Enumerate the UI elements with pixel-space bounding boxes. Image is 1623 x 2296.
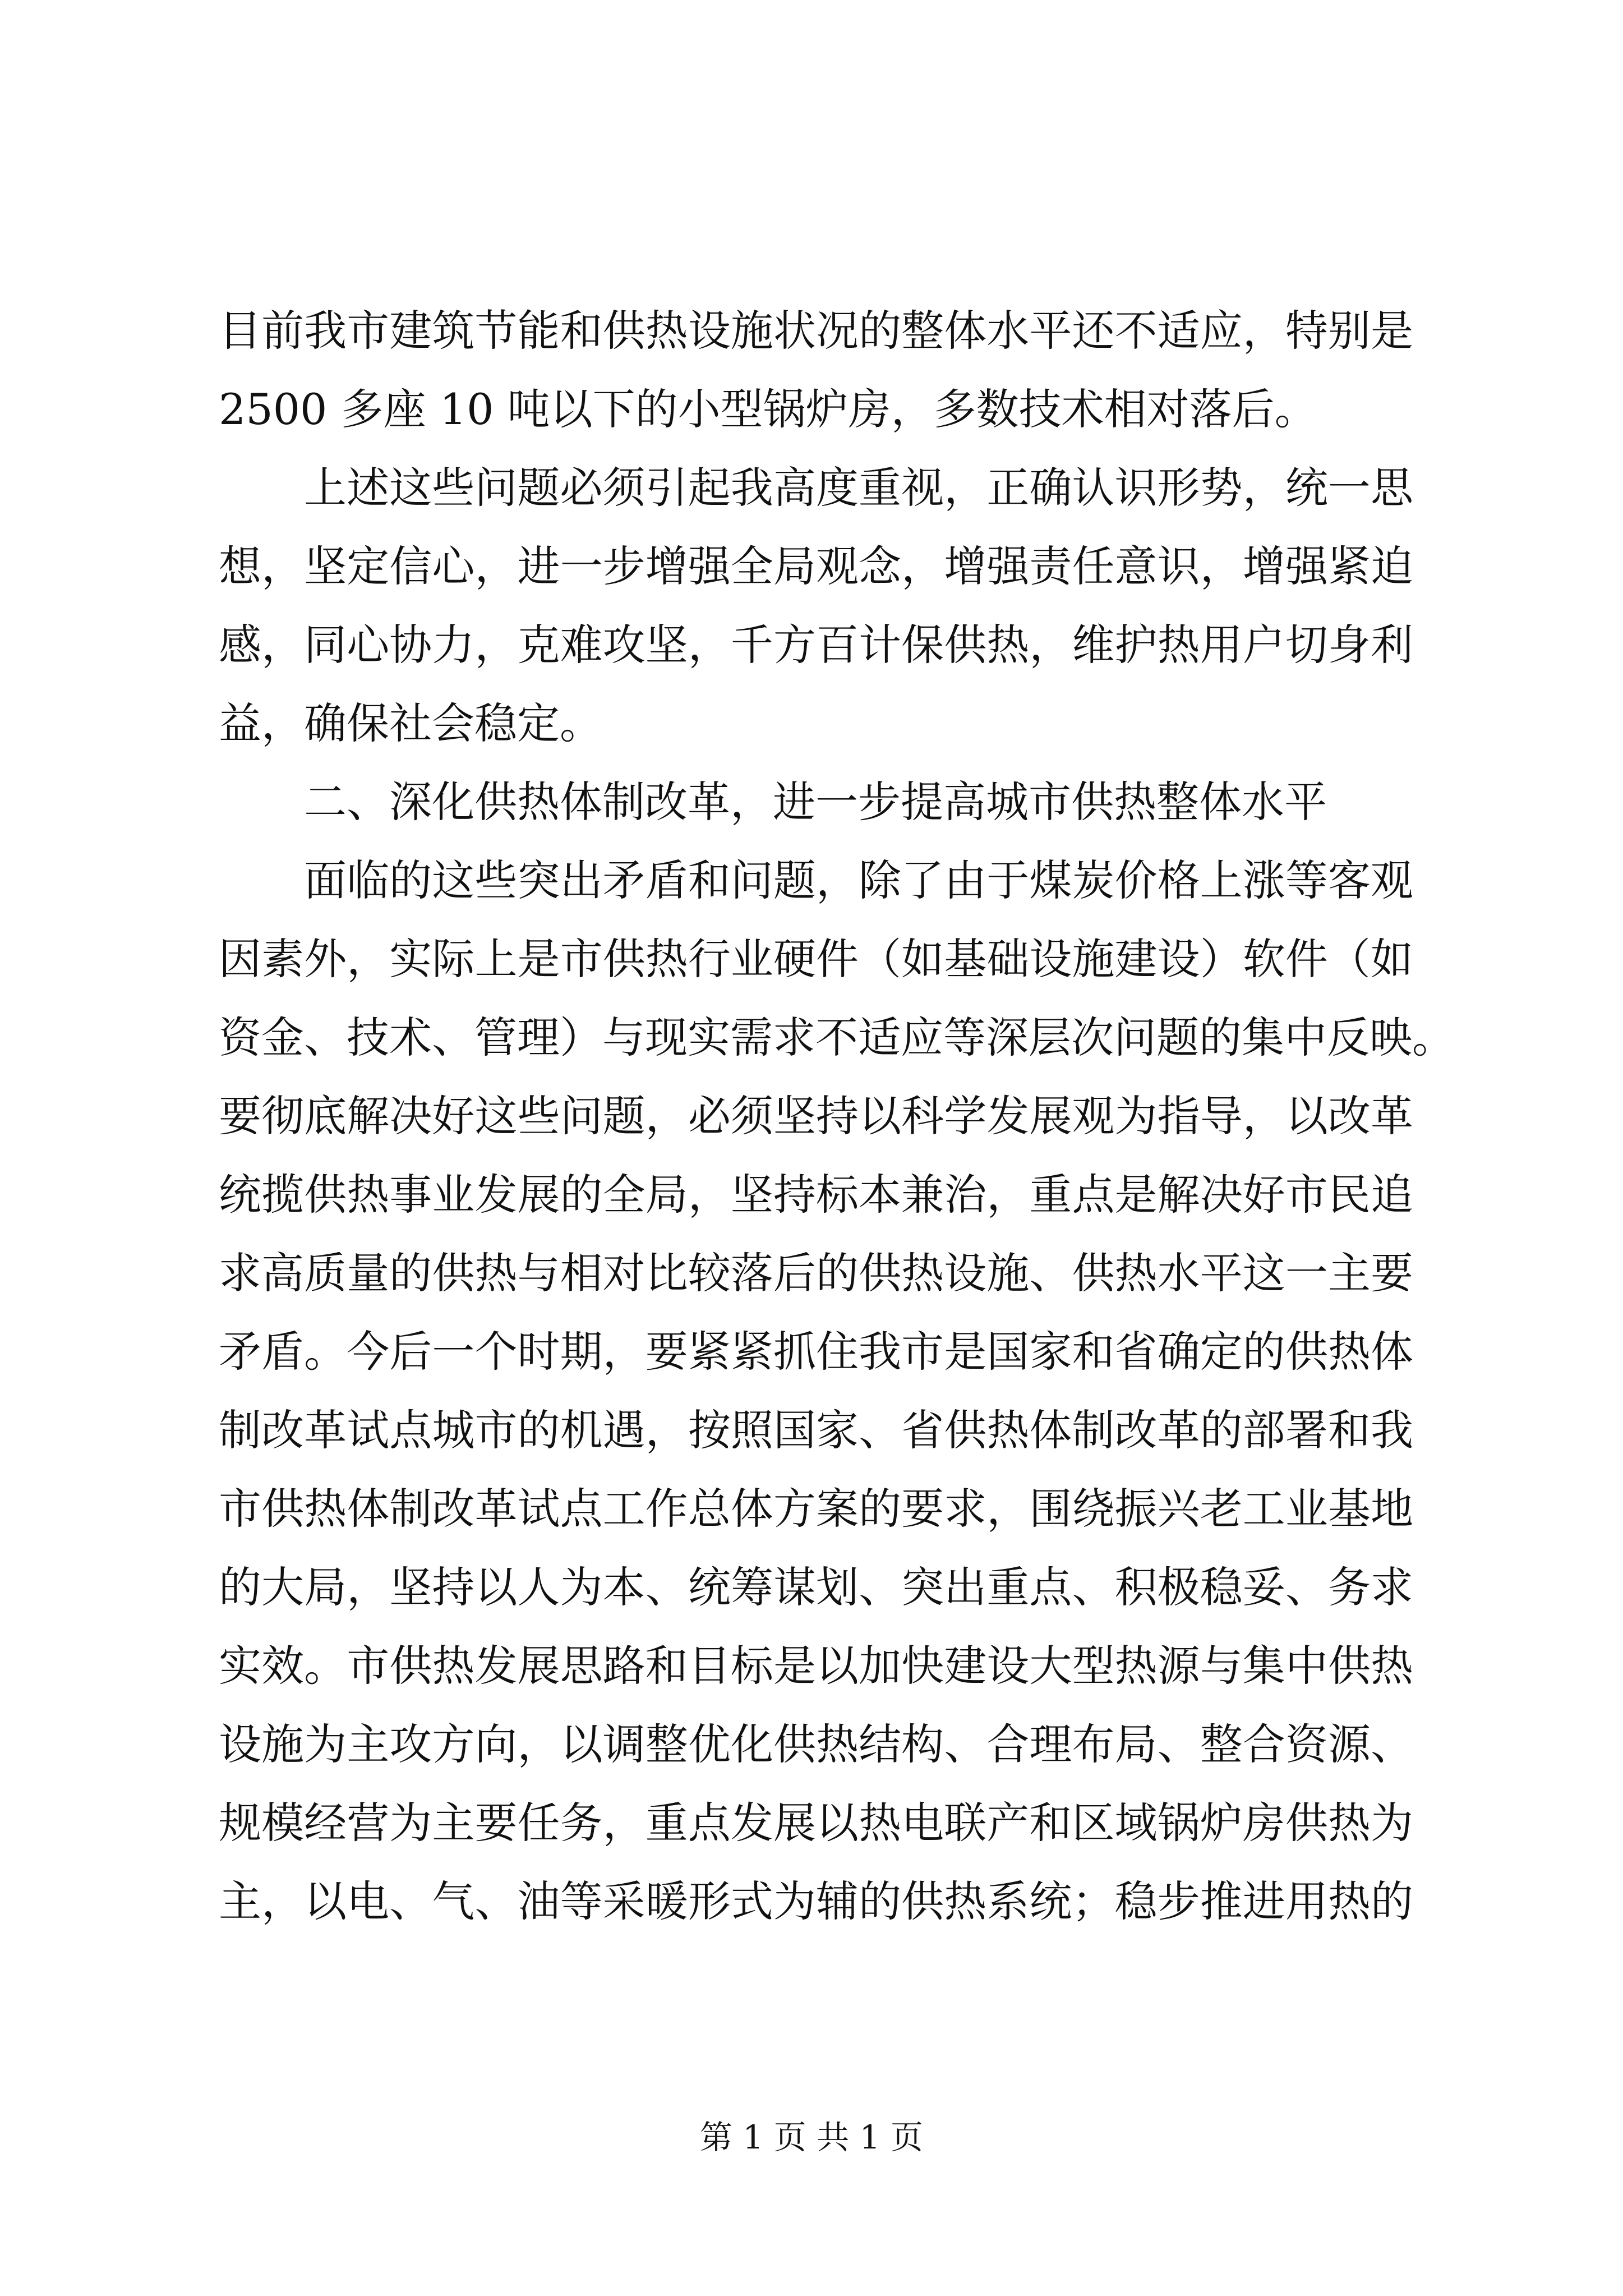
- text-line: 上述这些问题必须引起我高度重视，正确认识形势，统一思: [304, 463, 1413, 513]
- text-line: 目前我市建筑节能和供热设施状况的整体水平还不适应，特别是: [219, 306, 1413, 356]
- text-line: 求高质量的供热与相对比较落后的供热设施、供热水平这一主要: [219, 1248, 1413, 1298]
- text-line: 想，坚定信心，进一步增强全局观念，增强责任意识，增强紧迫: [219, 541, 1413, 591]
- text-line: 资金、技术、管理）与现实需求不适应等深层次问题的集中反映。: [219, 1013, 1455, 1062]
- text-line: 规模经营为主要任务，重点发展以热电联产和区域锅炉房供热为: [219, 1798, 1413, 1848]
- text-line: 的大局，坚持以人为本、统筹谋划、突出重点、积极稳妥、务求: [219, 1562, 1413, 1612]
- text-line: 2500 多座 10 吨以下的小型锅炉房，多数技术相对落后。: [219, 384, 1317, 434]
- text-line: 市供热体制改革试点工作总体方案的要求，围绕振兴老工业基地: [219, 1484, 1413, 1534]
- text-line: 面临的这些突出矛盾和问题，除了由于煤炭价格上涨等客观: [304, 855, 1413, 905]
- body-text: [219, 292, 1455, 1941]
- text-line: 矛盾。今后一个时期，要紧紧抓住我市是国家和省确定的供热体: [219, 1327, 1413, 1377]
- text-line: 实效。市供热发展思路和目标是以加快建设大型热源与集中供热: [219, 1641, 1413, 1691]
- text-line: 设施为主攻方向，以调整优化供热结构、合理布局、整合资源、: [219, 1719, 1413, 1769]
- text-line: 要彻底解决好这些问题，必须坚持以科学发展观为指导，以改革: [219, 1091, 1413, 1141]
- text-line: 主，以电、气、油等采暖形式为辅的供热系统；稳步推进用热的: [219, 1876, 1413, 1926]
- text-line: 二、深化供热体制改革，进一步提高城市供热整体水平: [304, 777, 1327, 827]
- page-footer: 第 1 页 共 1 页: [700, 2118, 923, 2156]
- text-line: 因素外，实际上是市供热行业硬件（如基础设施建设）软件（如: [219, 934, 1413, 984]
- text-line: 统揽供热事业发展的全局，坚持标本兼治，重点是解决好市民追: [219, 1170, 1413, 1220]
- text-line: 感，同心协力，克难攻坚，千方百计保供热，维护热用户切身利: [219, 620, 1413, 670]
- text-line: 制改革试点城市的机遇，按照国家、省供热体制改革的部署和我: [219, 1405, 1413, 1455]
- text-line: 益，确保社会稳定。: [219, 698, 602, 748]
